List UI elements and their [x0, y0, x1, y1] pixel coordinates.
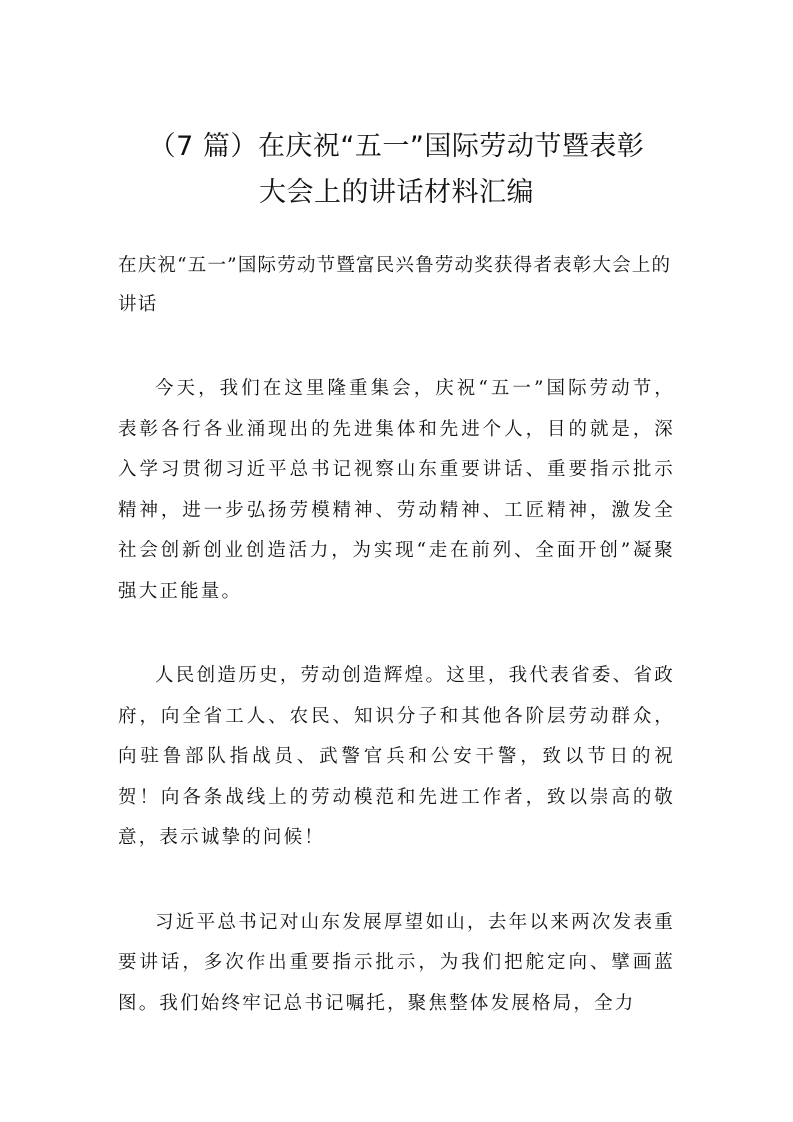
title-line-1: （7 篇）在庆祝“五一”国际劳动节暨表彰: [148, 131, 645, 162]
paragraph-2: 人民创造历史，劳动创造辉煌。这里，我代表省委、省政府，向全省工人、农民、知识分子和其他各阶层劳动群众，向驻鲁部队指战员、武警官兵和公安干警，致以节日的祝贺！向各条战线上的劳动模范和先进工作者，致以崇高的敬意，表示诚挚的问候！: [118, 665, 675, 848]
document-title: [118, 124, 675, 216]
speech-subtitle: 在庆祝“五一”国际劳动节暨富民兴鲁劳动奖获得者表彰大会上的讲话: [118, 255, 672, 315]
paragraph-3: 习近平总书记对山东发展厚望如山，去年以来两次发表重要讲话，多次作出重要指示批示，为我们把舵定向、擘画蓝图。我们始终牢记总书记嘱托，聚焦整体发展格局，全力: [118, 911, 675, 1014]
paragraph-1: 今天，我们在这里隆重集会，庆祝“五一”国际劳动节，表彰各行各业涌现出的先进集体和先进个人，目的就是，深入学习贯彻习近平总书记视察山东重要讲话、重要指示批示精神，进一步弘扬劳模精神、劳动精神、工匠精神，激发全社会创新创业创造活力，为实现“走在前列、全面开创”凝聚强大正能量。: [118, 378, 675, 602]
title-line-2: 大会上的讲话材料汇编: [259, 177, 534, 208]
